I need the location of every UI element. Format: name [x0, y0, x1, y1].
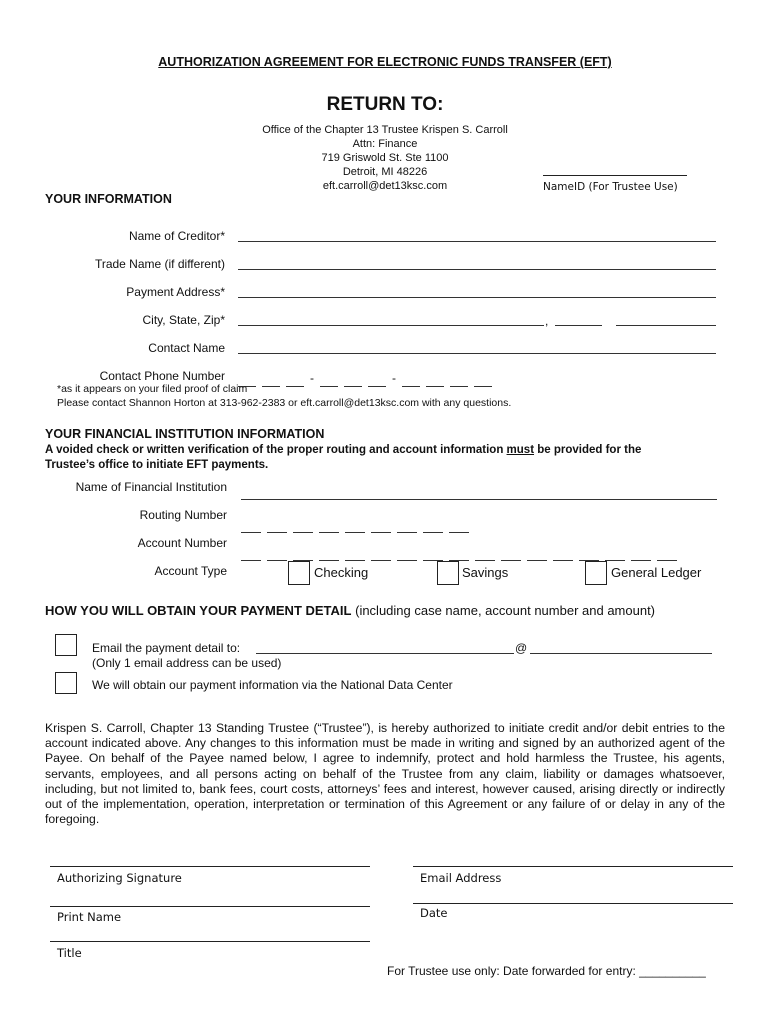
date-line[interactable] — [413, 903, 733, 904]
nameid-label: NameID (For Trustee Use) — [543, 181, 678, 193]
proof-of-claim-note: *as it appears on your filed proof of claim — [57, 383, 248, 395]
print-name-line[interactable] — [50, 906, 370, 907]
payment-address-input[interactable] — [238, 285, 716, 298]
nameid-field[interactable] — [543, 165, 687, 176]
date-label: Date — [420, 906, 448, 920]
return-to-heading: RETURN TO: — [326, 94, 444, 115]
contact-name-input[interactable] — [238, 341, 716, 354]
general-ledger-checkbox[interactable] — [585, 561, 607, 585]
phone-digit[interactable] — [474, 376, 492, 387]
account-digit[interactable] — [605, 550, 625, 561]
creditor-input[interactable] — [238, 229, 716, 242]
phone-digit[interactable] — [262, 376, 280, 387]
account-type-label: Account Type — [154, 564, 227, 578]
city-input[interactable] — [238, 313, 544, 326]
office-address — [235, 123, 535, 193]
account-digit[interactable] — [449, 550, 469, 561]
instruction-text-end: be provided for the — [534, 444, 642, 456]
account-digit[interactable] — [397, 550, 417, 561]
office-line: Detroit, MI 48226 — [342, 166, 428, 178]
checking-label: Checking — [314, 565, 369, 580]
account-digit[interactable] — [267, 550, 287, 561]
account-digit[interactable] — [475, 550, 495, 561]
email-option-note: (Only 1 email address can be used) — [92, 656, 282, 670]
office-line: Attn: Finance — [352, 138, 418, 150]
routing-digit[interactable] — [345, 522, 365, 533]
payment-detail-note: (including case name, account number and amount) — [355, 603, 656, 618]
voided-check-instruction — [45, 444, 641, 456]
payment-detail-heading-row — [45, 603, 655, 618]
contact-phone-label: Contact Phone Number — [99, 369, 225, 383]
print-name-label: Print Name — [57, 910, 122, 924]
ndc-option-checkbox[interactable] — [55, 672, 77, 694]
routing-digit[interactable] — [267, 522, 287, 533]
trade-name-label: Trade Name (if different) — [94, 257, 225, 271]
city-comma: , — [545, 314, 549, 328]
authorizing-signature-label: Authorizing Signature — [57, 871, 182, 885]
zip-input[interactable] — [616, 313, 716, 326]
contact-name-label: Contact Name — [148, 341, 225, 355]
account-digit[interactable] — [657, 550, 677, 561]
phone-digit[interactable] — [450, 376, 468, 387]
financial-institution-heading: YOUR FINANCIAL INSTITUTION INFORMATION — [45, 427, 325, 441]
account-digit[interactable] — [501, 550, 521, 561]
account-digit[interactable] — [293, 550, 313, 561]
account-digit[interactable] — [423, 550, 443, 561]
checking-checkbox[interactable] — [288, 561, 310, 585]
routing-digit[interactable] — [319, 522, 339, 533]
routing-digit[interactable] — [293, 522, 313, 533]
phone-dash: - — [310, 371, 314, 385]
account-digit[interactable] — [319, 550, 339, 561]
office-line: 719 Griswold St. Ste 1100 — [321, 152, 449, 164]
email-option-label: Email the payment detail to: — [92, 641, 241, 655]
email-address-line[interactable] — [413, 866, 733, 867]
account-digit[interactable] — [241, 550, 261, 561]
trustee-use-footer: For Trustee use only: Date forwarded for entry: __________ — [387, 964, 706, 978]
routing-label: Routing Number — [139, 508, 227, 522]
contact-phone-input[interactable] — [238, 369, 498, 383]
routing-digit[interactable] — [449, 522, 469, 533]
account-digit[interactable] — [527, 550, 547, 561]
email-option-checkbox[interactable] — [55, 634, 77, 656]
phone-digit[interactable] — [286, 376, 304, 387]
form-title: AUTHORIZATION AGREEMENT FOR ELECTRONIC FUNDS TRANSFER (EFT) — [158, 55, 612, 69]
account-label: Account Number — [137, 536, 227, 550]
routing-digit[interactable] — [241, 522, 261, 533]
savings-checkbox[interactable] — [437, 561, 459, 585]
phone-digit[interactable] — [320, 376, 338, 387]
city-state-zip-label: City, State, Zip* — [142, 313, 225, 327]
contact-note: Please contact Shannon Horton at 313-962-2383 or eft.carroll@det13ksc.com with any questions. — [57, 397, 512, 409]
savings-label: Savings — [462, 565, 509, 580]
your-information-heading: YOUR INFORMATION — [45, 192, 172, 206]
account-digit[interactable] — [553, 550, 573, 561]
account-digit[interactable] — [631, 550, 651, 561]
phone-digit[interactable] — [426, 376, 444, 387]
email-user-input[interactable] — [256, 641, 514, 654]
authorizing-signature-line[interactable] — [50, 866, 370, 867]
state-input[interactable] — [555, 313, 602, 326]
account-digit[interactable] — [371, 550, 391, 561]
title-line[interactable] — [50, 941, 370, 942]
phone-digit[interactable] — [344, 376, 362, 387]
payment-address-label: Payment Address* — [126, 285, 225, 299]
routing-digit[interactable] — [423, 522, 443, 533]
instruction-text: A voided check or written verification of the proper routing and account information — [45, 444, 507, 456]
office-email: eft.carroll@det13ksc.com — [322, 180, 448, 192]
email-domain-input[interactable] — [530, 641, 712, 654]
general-ledger-label: General Ledger — [611, 565, 702, 580]
phone-digit[interactable] — [402, 376, 420, 387]
instruction-must: must — [506, 444, 535, 456]
voided-check-instruction-line2: Trustee’s office to initiate EFT payments. — [45, 459, 269, 471]
routing-digit[interactable] — [397, 522, 417, 533]
creditor-label: Name of Creditor* — [128, 229, 225, 243]
title-label: Title — [57, 946, 82, 960]
authorization-paragraph: Krispen S. Carroll, Chapter 13 Standing Trustee (“Trustee”), is hereby authorized to initiate credit and/or debit entries to the account indicated above. Any changes to this information must be made in writing and signed by an authorized agent of the Payee. On behalf of the Payee named below, I agree to indemnify, protect and hold harmless the Trustee, his agents, servants, employees, and all persons acting on behalf of the Trustee from any claim, liability or damages whatsoever, including, but not limited to, bank fees, court costs, attorneys’ fees and interest, however caused, arising directly or indirectly out of the implementation, operation, interpretation or termination of this Agreement or any failure of or delay in any of the foregoing. — [45, 721, 725, 827]
phone-digit[interactable] — [368, 376, 386, 387]
routing-input[interactable] — [241, 515, 475, 527]
trade-name-input[interactable] — [238, 257, 716, 270]
routing-digit[interactable] — [371, 522, 391, 533]
institution-input[interactable] — [241, 487, 717, 500]
email-address-label: Email Address — [420, 871, 502, 885]
phone-dash: - — [392, 371, 396, 385]
account-digit[interactable] — [345, 550, 365, 561]
account-input[interactable] — [241, 543, 683, 555]
institution-label: Name of Financial Institution — [75, 480, 227, 494]
payment-detail-heading: HOW YOU WILL OBTAIN YOUR PAYMENT DETAIL — [45, 603, 352, 618]
office-line: Office of the Chapter 13 Trustee Krispen S. Carroll — [262, 124, 508, 136]
email-at-sign: @ — [515, 641, 528, 655]
ndc-option-label: We will obtain our payment information via the National Data Center — [92, 678, 453, 692]
account-digit[interactable] — [579, 550, 599, 561]
